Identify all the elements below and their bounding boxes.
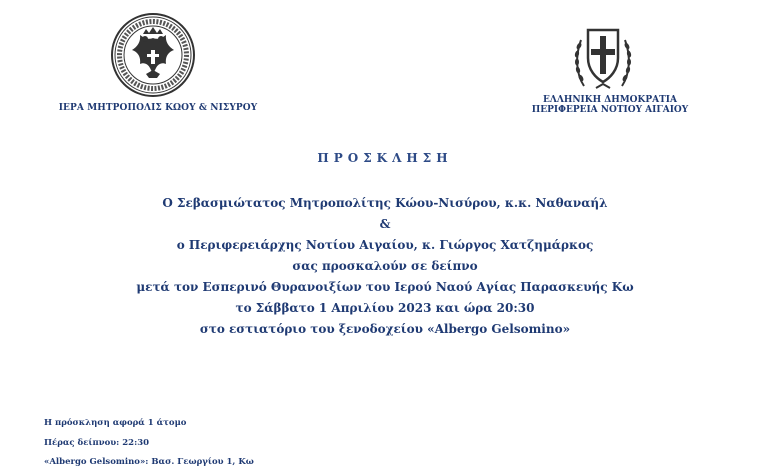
invitation-body <box>0 193 770 340</box>
body-line: το Σάββατο 1 Απριλίου 2023 και ώρα 20:30 <box>235 301 535 315</box>
body-line: Ο Σεβασμιώτατος Μητροπολίτης Κώου-Νισύρου, κ.κ. Ναθαναήλ <box>162 196 608 210</box>
body-line: στο εστιατόριο του ξενοδοχείου «Albergo Gelsomino» <box>199 322 571 336</box>
metropolis-seal-icon <box>110 12 196 98</box>
body-line: σας προσκαλούν σε δείπνο <box>292 259 478 273</box>
region-label: ΠΕΡΙΦΕΡΕΙΑ ΝΟΤΙΟΥ ΑΙΓΑΙΟΥ <box>531 105 689 115</box>
body-line: ο Περιφερειάρχης Νοτίου Αιγαίου, κ. Γιώργος Χατζημάρκος <box>176 238 594 252</box>
footer-line-address: «Albergo Gelsomino»: Βασ. Γεωργίου 1, Κω <box>44 457 254 467</box>
invitation-footer <box>44 414 344 473</box>
republic-label: ΕΛΛΗΝΙΚΗ ΔΗΜΟΚΡΑΤΙΑ <box>543 95 677 105</box>
body-line: & <box>379 217 391 231</box>
page-title: ΠΡΟΣΚΛΗΣΗ <box>317 151 453 165</box>
region-name <box>525 95 695 115</box>
body-line: μετά τον Εσπερινό Θυρανοιξίων του Ιερού Ναού Αγίας Παρασκευής Κω <box>136 280 634 294</box>
hellenic-emblem-icon <box>572 18 634 94</box>
metropolis-name: ΙΕΡΑ ΜΗΤΡΟΠΟΛΙΣ ΚΩΟΥ & ΝΙΣΥΡΟΥ <box>58 103 258 113</box>
footer-line-attendees: Η πρόσκληση αφορά 1 άτομο <box>44 418 187 428</box>
footer-line-end-time: Πέρας δείπνου: 22:30 <box>44 437 150 448</box>
